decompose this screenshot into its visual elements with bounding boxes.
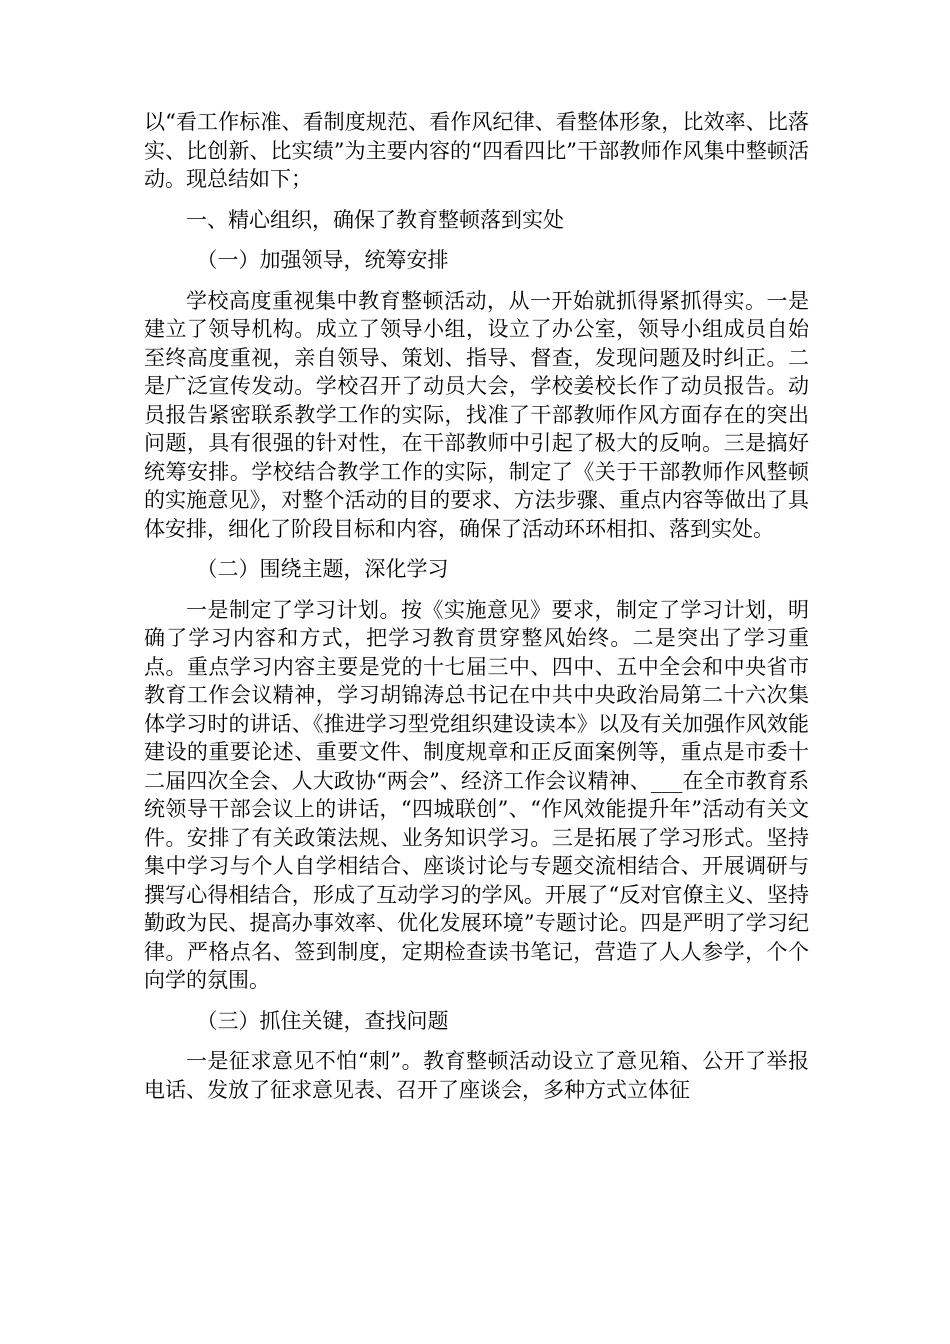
document-page (144, 108, 809, 1116)
subsection-heading-1: （一）加强领导，统筹安排 (196, 248, 449, 272)
body-paragraph-2: 一是制定了学习计划。按《实施意见》要求，制定了学习计划，明确了学习内容和方式，把学习教育贯穿整风始终。二是突出了学习重点。重点学习内容主要是党的十七届三中、四中、五中全会和中央省市教育工作会议精神，学习胡锦涛总书记在中共中央政治局第二十六次集体学习时的讲话、《推进学习型党组织建设读本》以及有关加强作风效能建设的重要论述、重要文件、制度规章和正反面案例等，重点是市委十二届四次全会、人大政协“两会”、经济工作会议精神、___在全市教育系统领导干部会议上的讲话，“四城联创”、“作风效能提升年”活动有关文件。安排了有关政策法规、业务知识学习。三是拓展了学习形式。坚持集中学习与个人自学相结合、座谈讨论与专题交流相结合、开展调研与撰写心得相结合，形成了互动学习的学风。开展了“反对官僚主义、坚持勤政为民、提高办事效率、优化发展环境”专题讨论。四是严明了学习纪律。严格点名、签到制度，定期检查读书笔记，营造了人人参学，个个向学的氛围。 (144, 597, 809, 992)
section-heading-1: 一、精心组织，确保了教育整顿落到实处 (186, 207, 564, 232)
subsection-heading-3: （三）抓住关键，查找问题 (196, 1008, 449, 1033)
intro-paragraph: 以“看工作标准、看制度规范、看作风纪律、看整体形象，比效率、比落实、比创新、比实绩”为主要内容的“四看四比”干部教师作风集中整顿活动。现总结如下； (144, 110, 809, 191)
subsection-heading-2: （二）围绕主题，深化学习 (196, 557, 449, 581)
body-paragraph-1: 学校高度重视集中教育整顿活动，从一开始就抓得紧抓得实。一是建立了领导机构。成立了领导小组，设立了办公室，领导小组成员自始至终高度重视，亲自领导、策划、指导、督查，发现问题及时纠正。二是广泛宣传发动。学校召开了动员大会，学校姜校长作了动员报告。动员报告紧密联系教学工作的实际，找准了干部教师作风方面存在的突出问题，具有很强的针对性，在干部教师中引起了极大的反响。三是搞好统筹安排。学校结合教学工作的实际，制定了《关于干部教师作风整顿的实施意见》，对整个活动的目的要求、方法步骤、重点内容等做出了具体安排，细化了阶段目标和内容，确保了活动环环相扣、落到实处。 (144, 288, 809, 541)
body-paragraph-3: 一是征求意见不怕“刺”。教育整顿活动设立了意见箱、公开了举报电话、发放了征求意见表、召开了座谈会，多种方式立体征 (144, 1049, 809, 1102)
